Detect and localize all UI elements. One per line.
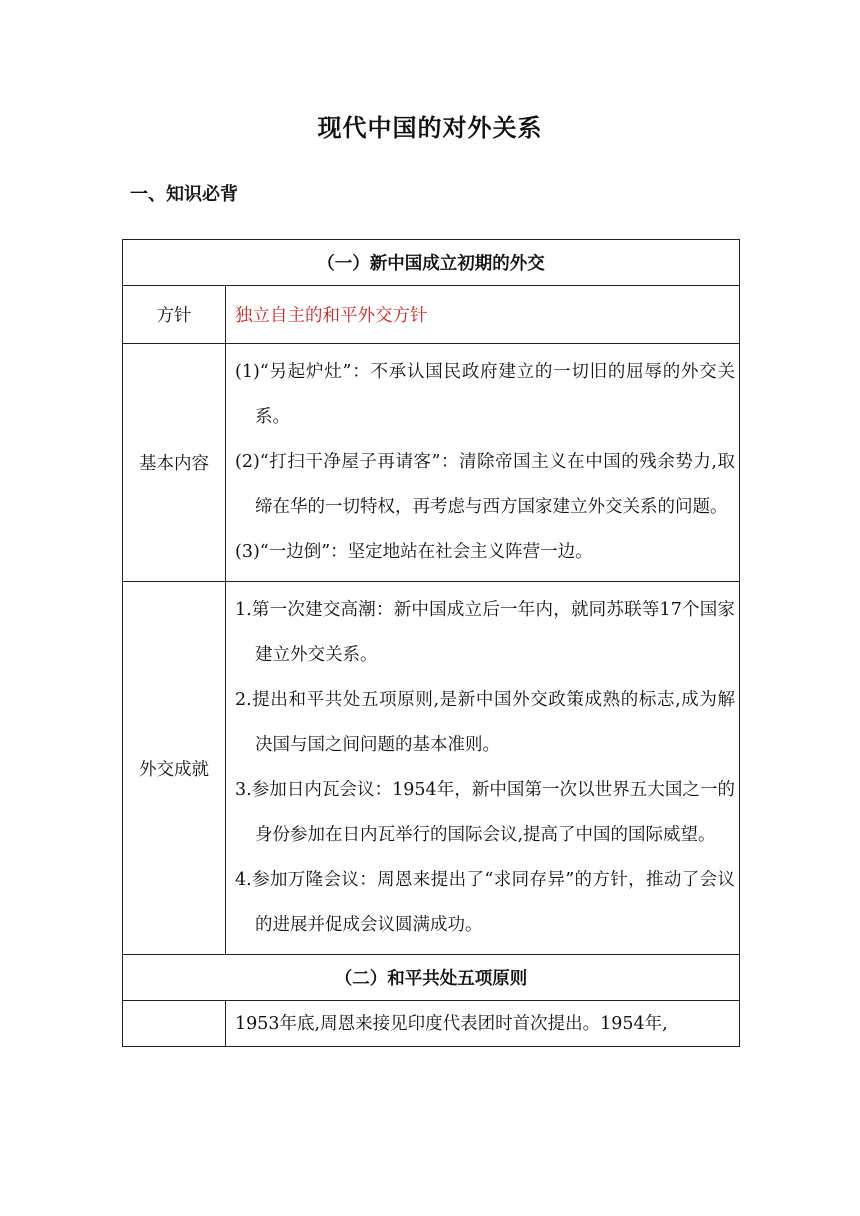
table-row-part2-heading [123,955,740,1001]
achievement-item: 4.参加万隆会议：周恩来提出了“求同存异”的方针，推动了会议的进展并促成会议圆满成功。 [235,870,735,935]
section-heading: 一、知识必背 [130,184,238,205]
basic-content-item: (2)“打扫干净屋子再请客”：清除帝国主义在中国的残余势力,取缔在华的一切特权，再考虑与西方国家建立外交关系的问题。 [235,452,735,517]
policy-value: 独立自主的和平外交方针 [226,286,740,344]
part2-first-cell [226,1001,740,1047]
table-row-part2-first [123,1001,740,1047]
table-row-part1-heading [123,240,740,286]
achievement-item: 3.参加日内瓦会议：1954年，新中国第一次以世界五大国之一的身份参加在日内瓦举行的国际会议,提高了中国的国际威望。 [235,780,735,845]
achievement-item: 1.第一次建交高潮：新中国成立后一年内，就同苏联等17个国家建立外交关系。 [235,600,735,665]
policy-label: 方针 [123,286,226,344]
part1-heading: （一）新中国成立初期的外交 [123,240,740,286]
basic-content-label: 基本内容 [123,344,226,582]
knowledge-table [122,239,740,1047]
table-row-policy [123,286,740,344]
basic-content-item: (1)“另起炉灶”：不承认国民政府建立的一切旧的屈辱的外交关系。 [235,362,735,427]
part2-heading: （二）和平共处五项原则 [123,955,740,1001]
basic-content-cell [226,344,740,582]
document-title: 现代中国的对外关系 [317,114,543,142]
basic-content-item: (3)“一边倒”：坚定地站在社会主义阵营一边。 [235,542,593,562]
achievements-cell [226,582,740,955]
achievement-item: 2.提出和平共处五项原则,是新中国外交政策成熟的标志,成为解决国与国之间问题的基本准则。 [235,690,735,755]
table-row-achievements [123,582,740,955]
table-row-basic-content [123,344,740,582]
part2-first-label [123,1001,226,1047]
achievements-label: 外交成就 [123,582,226,955]
part2-first-text: 1953年底,周恩来接见印度代表团时首次提出。1954年, [235,1013,668,1034]
